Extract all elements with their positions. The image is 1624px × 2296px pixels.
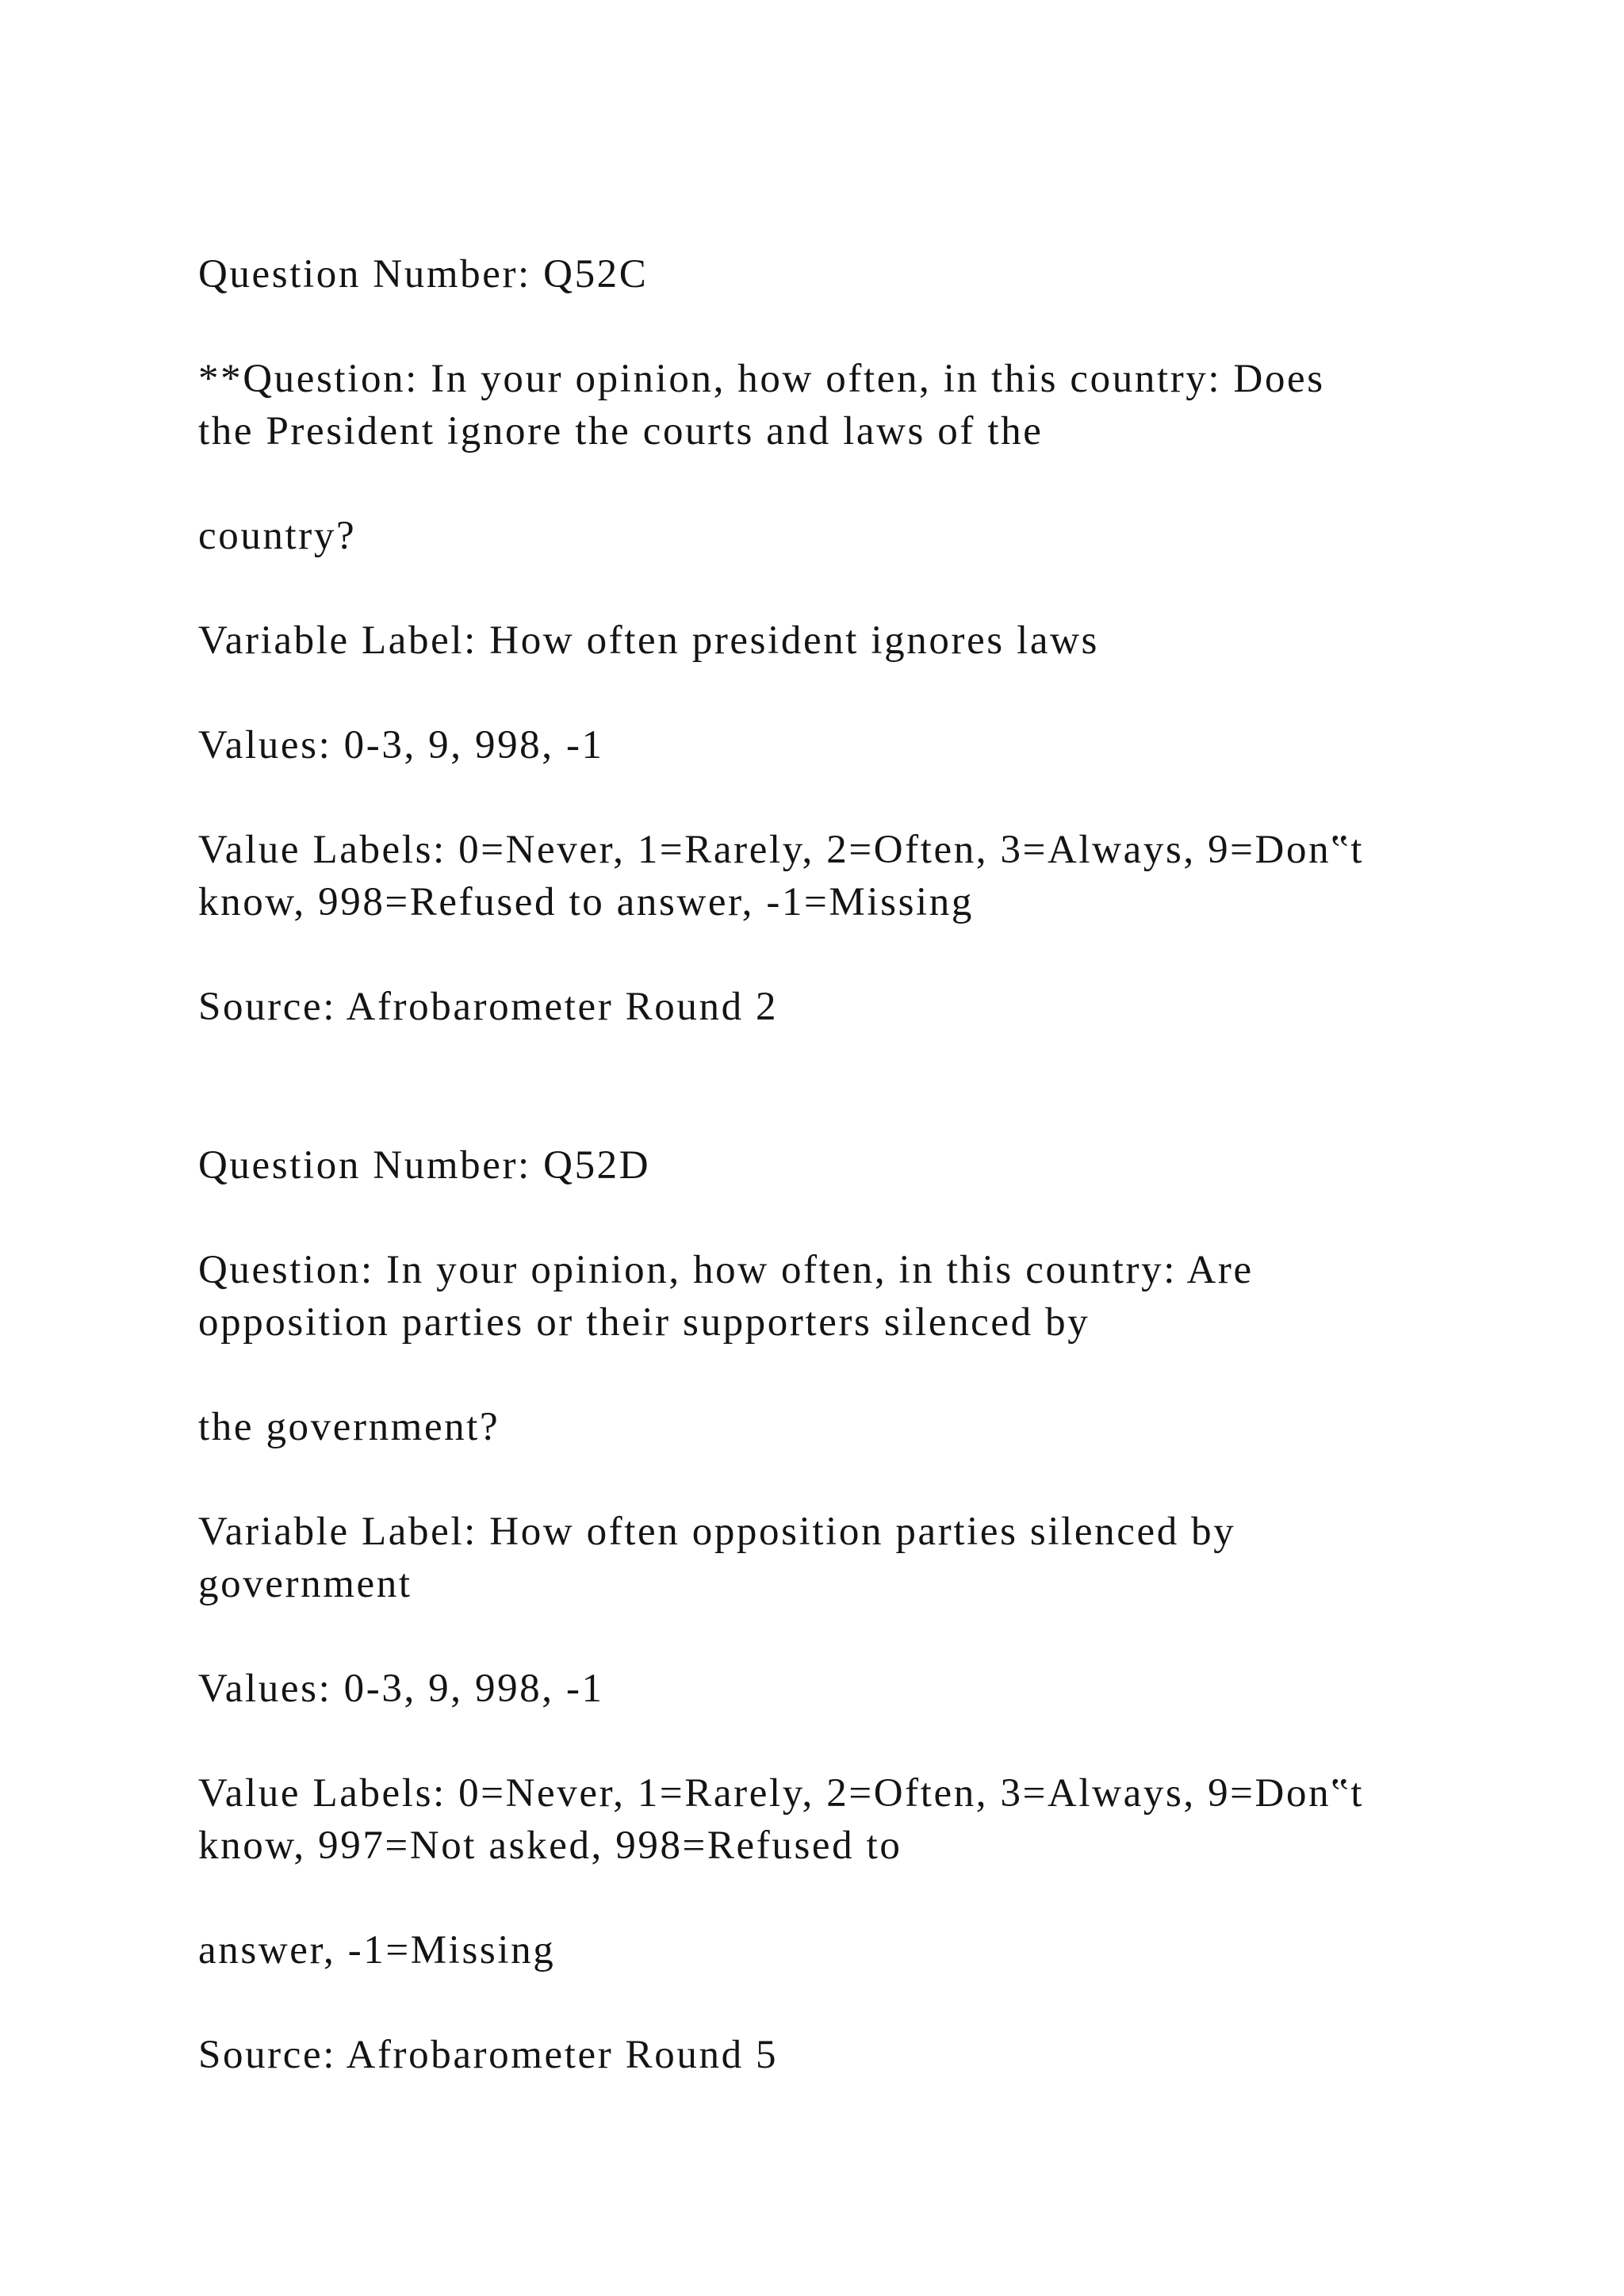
value-labels-line: Value Labels: 0=Never, 1=Rarely, 2=Often, 3=Always, 9=Don‟t [198,828,1365,872]
question-text-line: opposition parties or their supporters silenced by [198,1300,1090,1345]
source: Source: Afrobarometer Round 2 [198,985,779,1029]
question-text-line: **Question: In your opinion, how often, in this country: Does [198,357,1325,401]
question-number: Question Number: Q52D [198,1143,651,1188]
values: Values: 0-3, 9, 998, -1 [198,723,604,767]
variable-label: Variable Label: How often president ignores laws [198,618,1099,663]
values: Values: 0-3, 9, 998, -1 [198,1667,604,1711]
question-text-line: the government? [198,1405,500,1449]
value-labels-line: know, 997=Not asked, 998=Refused to [198,1823,902,1868]
question-text-line: country? [198,514,357,558]
value-labels-line: know, 998=Refused to answer, -1=Missing [198,880,974,924]
variable-label: government [198,1562,412,1606]
value-labels-line: answer, -1=Missing [198,1928,556,1973]
source: Source: Afrobarometer Round 5 [198,2033,779,2077]
variable-label: Variable Label: How often opposition parties silenced by [198,1510,1236,1554]
question-text-line: the President ignore the courts and laws of the [198,409,1044,453]
value-labels-line: Value Labels: 0=Never, 1=Rarely, 2=Often, 3=Always, 9=Don‟t [198,1771,1365,1816]
question-number: Question Number: Q52C [198,252,649,297]
question-text-line: Question: In your opinion, how often, in this country: Are [198,1248,1254,1292]
